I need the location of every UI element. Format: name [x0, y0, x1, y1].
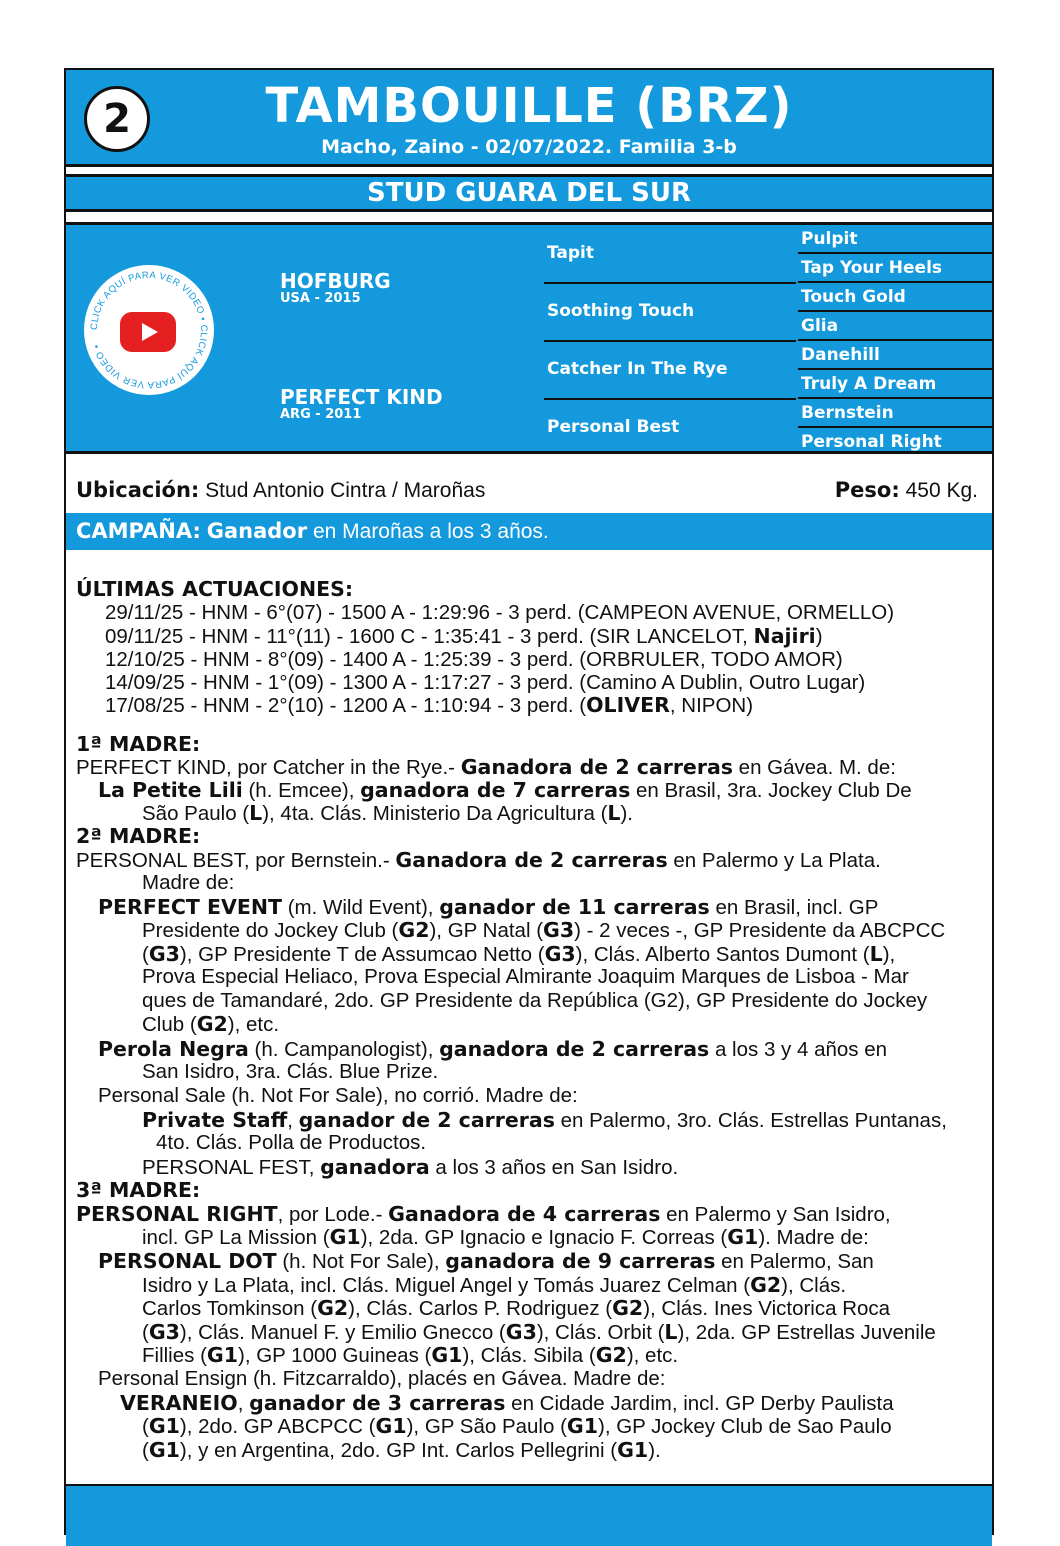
highlight-text: L [869, 942, 883, 966]
family-line [98, 1037, 887, 1062]
great-grandparent-3: Touch Gold [801, 287, 906, 307]
family-line [142, 1438, 661, 1463]
family-line [142, 1225, 869, 1250]
race-row [76, 648, 988, 671]
video-link-button[interactable] [84, 265, 214, 395]
body-text: en Palermo, 3ro. Clás. Estrellas Puntanas, [554, 1109, 947, 1132]
horse-card [64, 68, 994, 1535]
body-text: PERSONAL FEST, [142, 1156, 321, 1179]
body-text: en Gávea. M. de: [732, 756, 896, 779]
highlight-text: G3 [148, 1320, 180, 1344]
race-list [76, 601, 988, 717]
body-text: Prova Especial Heliaco, Prova Especial Almirante Joaquim Marques de Lisboa - Mar [142, 965, 909, 988]
body-text: ), GP Jockey Club de Sao Paulo [598, 1415, 892, 1438]
body-text: , [287, 1109, 299, 1132]
highlight-text: G2 [595, 1343, 627, 1367]
family-line [76, 848, 881, 873]
highlight-text: 2ª MADRE: [76, 824, 201, 848]
body-text: ), Clás. Alberto Santos Dumont ( [575, 943, 870, 966]
pedigree-panel [66, 222, 992, 454]
divider [798, 368, 992, 370]
highlight-text: G2 [750, 1273, 782, 1297]
family-line [142, 1414, 892, 1439]
divider [798, 426, 992, 428]
performance-section [76, 578, 988, 718]
body-text: ), GP Natal ( [429, 919, 544, 942]
body-text: en Cidade Jardim, incl. GP Derby Paulista [505, 1392, 894, 1415]
body-text: San Isidro, 3ra. Clás. Blue Prize. [142, 1060, 439, 1083]
race-row [76, 601, 988, 624]
highlight-text: Ganadora de 4 carreras [388, 1202, 661, 1226]
race-text: 09/11/25 - HNM - 11°(11) - 1600 C - 1:35:41 - 3 perd. (SIR LANCELOT, [105, 624, 754, 648]
race-text: 17/08/25 - HNM - 2°(10) - 1200 A - 1:10:94 - 3 perd. ( [105, 694, 587, 718]
play-video-icon[interactable] [120, 312, 176, 352]
body-text: ), Clás. Ines Victorica Roca [643, 1297, 891, 1320]
family-line [142, 1320, 936, 1345]
grandparent-2: Soothing Touch [547, 301, 695, 321]
family-line [76, 1202, 891, 1227]
grandparent-3: Catcher In The Rye [547, 359, 728, 379]
body-text: ), 2da. GP Ignacio e Ignacio F. Correas ( [360, 1226, 728, 1249]
body-text: ), GP Presidente T de Assumcao Netto ( [179, 943, 545, 966]
location-label: Ubicación: [76, 478, 200, 502]
campaign-detail: en Maroñas a los 3 años. [312, 520, 549, 543]
highlight-text: ganador de 3 carreras [249, 1391, 506, 1415]
highlight-text: PERSONAL RIGHT [76, 1202, 278, 1226]
family-line [142, 1155, 678, 1180]
grandparent-4: Personal Best [547, 417, 680, 437]
race-text: ) [815, 624, 823, 648]
highlight-text: G1 [329, 1225, 361, 1249]
body-text: ), etc. [626, 1344, 679, 1367]
body-text: ( [142, 1321, 149, 1344]
highlight-text: PERFECT EVENT [98, 895, 282, 919]
body-text: ( [142, 1415, 149, 1438]
campaign-bar [66, 513, 992, 550]
campaign-label: CAMPAÑA: [76, 519, 201, 543]
body-text: incl. GP La Mission ( [142, 1226, 330, 1249]
body-text: ( [142, 1439, 149, 1462]
body-text: Presidente do Jockey Club ( [142, 919, 399, 942]
highlight-text: L [607, 801, 621, 825]
highlight-text: ganadora de 7 carreras [360, 778, 631, 802]
highlight-text: G3 [544, 942, 576, 966]
highlight-text: ganador de 2 carreras [298, 1108, 555, 1132]
body-text: ), etc. [227, 1013, 280, 1036]
divider [798, 281, 992, 283]
section-title: ÚLTIMAS ACTUACIONES: [76, 577, 354, 601]
stud-name: STUD GUARA DEL SUR [66, 174, 992, 212]
body-text: (m. Wild Event), [282, 896, 440, 919]
body-text: (h. Emcee), [242, 779, 361, 802]
highlight-text: G2 [317, 1296, 349, 1320]
highlight-text: 1ª MADRE: [76, 732, 201, 756]
highlight-text: G1 [148, 1414, 180, 1438]
highlight-text: G1 [431, 1343, 463, 1367]
body-text: Madre de: [142, 871, 235, 894]
divider [544, 398, 796, 400]
highlight-text: L [664, 1320, 678, 1344]
highlight-text: La Petite Lili [98, 778, 243, 802]
family-line [142, 1060, 438, 1084]
body-text: en Palermo y La Plata. [667, 849, 881, 872]
body-text: , por Lode.- [277, 1203, 389, 1226]
race-text: 14/09/25 - HNM - 1°(09) - 1300 A - 1:17:27 - 3 perd. (Camino A Dublin, Outro Lugar) [105, 671, 866, 695]
divider [798, 339, 992, 341]
body-text: ), Clás. [781, 1274, 847, 1297]
sire-name: HOFBURG [280, 269, 391, 293]
family-line [120, 1391, 894, 1416]
great-grandparent-1: Pulpit [801, 229, 858, 249]
body-text: ), 4ta. Clás. Ministerio Da Agricultura ( [262, 802, 608, 825]
body-text: en Palermo, San [715, 1250, 874, 1273]
body-text: Carlos Tomkinson ( [142, 1297, 318, 1320]
highlight-text: ganadora de 9 carreras [445, 1249, 716, 1273]
family-line [76, 824, 200, 849]
highlight-text: G1 [206, 1343, 239, 1367]
race-row [76, 694, 988, 717]
body-text: PERSONAL BEST, por Bernstein.- [76, 849, 396, 872]
great-grandparent-7: Bernstein [801, 403, 894, 423]
body-text: ). Madre de: [758, 1226, 869, 1249]
body-text: Personal Sale (h. Not For Sale), no corrió. Madre de: [98, 1084, 578, 1107]
body-text: ). [620, 802, 634, 825]
campaign-result: Ganador [206, 519, 308, 543]
highlight-text: VERANEIO [120, 1391, 238, 1415]
divider [798, 310, 992, 312]
family-line [98, 1084, 578, 1108]
body-text: ). [648, 1439, 661, 1462]
body-text: Fillies ( [142, 1344, 207, 1367]
divider [798, 397, 992, 399]
highlight-text: G2 [196, 1012, 228, 1036]
family-line [142, 1343, 678, 1368]
highlight-text: G1 [375, 1414, 407, 1438]
body-text: ), y en Argentina, 2do. GP Int. Carlos Pellegrini ( [179, 1439, 618, 1462]
divider [544, 340, 796, 342]
body-text: ) - 2 veces -, GP Presidente da ABCPCC [574, 919, 946, 942]
horse-details: Macho, Zaino - 02/07/2022. Familia 3-b [321, 136, 737, 158]
body-text: Isidro y La Plata, incl. Clás. Miguel Angel y Tomás Juarez Celman ( [142, 1274, 751, 1297]
weight-value: 450 Kg. [905, 479, 978, 502]
great-grandparent-2: Tap Your Heels [801, 258, 943, 278]
family-line [76, 732, 200, 757]
race-text: , NIPON) [669, 694, 754, 718]
highlight-text: PERSONAL DOT [98, 1249, 277, 1273]
body-text: ), Clás. Carlos P. Rodriguez ( [348, 1297, 613, 1320]
body-text: ), GP São Paulo ( [406, 1415, 567, 1438]
great-grandparent-4: Glia [801, 316, 839, 336]
family-line [98, 1249, 874, 1274]
body-text: a los 3 años en San Isidro. [429, 1156, 679, 1179]
family-line [76, 1178, 200, 1203]
body-text: , [237, 1392, 250, 1415]
body-text: ), Clás. Orbit ( [536, 1321, 665, 1344]
horse-name: TAMBOUILLE (BRZ) [265, 78, 793, 134]
great-grandparent-6: Truly A Dream [801, 374, 937, 394]
body-text: a los 3 y 4 años en [709, 1038, 888, 1061]
body-text: Personal Ensign (h. Fitzcarraldo), placés en Gávea. Madre de: [98, 1367, 666, 1390]
family-line [142, 918, 945, 943]
family-line [142, 1012, 279, 1037]
highlight-text: G2 [398, 918, 430, 942]
highlight-text: L [249, 801, 263, 825]
great-grandparent-8: Personal Right [801, 432, 942, 452]
dam-origin: ARG - 2011 [280, 407, 362, 422]
body-text: en Brasil, 3ra. Jockey Club De [630, 779, 912, 802]
highlight-text: ganadora de 2 carreras [439, 1037, 710, 1061]
family-line [142, 942, 895, 967]
grandparent-1: Tapit [547, 243, 594, 263]
family-line [142, 1296, 890, 1321]
highlight-text: G1 [727, 1225, 759, 1249]
family-line [142, 989, 927, 1013]
race-row [76, 671, 988, 694]
weight-label: Peso: [834, 478, 900, 502]
header [66, 70, 992, 167]
family-line [98, 1367, 665, 1391]
highlight-text: 3ª MADRE: [76, 1178, 201, 1202]
family-line [98, 778, 912, 803]
body-text: ( [142, 943, 149, 966]
highlight-text: G1 [148, 1438, 180, 1462]
highlight-text: G1 [566, 1414, 598, 1438]
race-horse-highlight: OLIVER [586, 693, 670, 718]
race-text: 12/10/25 - HNM - 8°(09) - 1400 A - 1:25:39 - 3 perd. (ORBRULER, TODO AMOR) [105, 647, 843, 671]
family-line [142, 1108, 947, 1133]
highlight-text: G3 [148, 942, 180, 966]
highlight-text: G2 [612, 1296, 644, 1320]
highlight-text: G3 [505, 1320, 537, 1344]
great-grandparent-5: Danehill [801, 345, 880, 365]
dam-name: PERFECT KIND [280, 385, 443, 409]
body-text: ), 2da. GP Estrellas Juvenile [677, 1321, 936, 1344]
family-line [142, 965, 909, 989]
body-text: ques de Tamandaré, 2do. GP Presidente da República (G2), GP Presidente do Jockey [142, 989, 928, 1012]
body-text: en Brasil, incl. GP [709, 896, 879, 919]
highlight-text: G3 [543, 918, 575, 942]
sire-origin: USA - 2015 [280, 291, 361, 306]
highlight-text: Private Staff [142, 1108, 288, 1132]
family-line [156, 1131, 426, 1155]
body-text: ), Clás. Sibila ( [462, 1344, 596, 1367]
body-text: en Palermo y San Isidro, [660, 1203, 891, 1226]
family-line [142, 801, 633, 826]
body-text: (h. Not For Sale), [276, 1250, 446, 1273]
weight-row [835, 478, 978, 503]
body-text: PERFECT KIND, por Catcher in the Rye.- [76, 756, 461, 779]
family-line [142, 871, 234, 895]
family-line [76, 755, 896, 780]
location-row [76, 478, 485, 503]
body-text: 4to. Clás. Polla de Productos. [156, 1131, 427, 1154]
highlight-text: ganadora [320, 1155, 430, 1179]
svg-text:CLICK AQUÍ PARA VER VIDEO • CL: CLICK AQUÍ PARA VER VIDEO • CLICK AQUÍ PARA VER VIDEO • [88, 269, 210, 391]
race-number-badge: 2 [84, 86, 150, 152]
body-text: ), GP 1000 Guineas ( [238, 1344, 432, 1367]
highlight-text: Ganadora de 2 carreras [460, 755, 733, 779]
race-row [76, 625, 988, 648]
footer-bar [66, 1484, 992, 1546]
body-text: São Paulo ( [142, 802, 250, 825]
divider [544, 282, 796, 284]
location-value: Stud Antonio Cintra / Maroñas [205, 479, 486, 502]
race-text: 29/11/25 - HNM - 6°(07) - 1500 A - 1:29:96 - 3 perd. (CAMPEON AVENUE, ORMELLO) [105, 601, 895, 625]
body-text: Club ( [142, 1013, 197, 1036]
highlight-text: ganador de 11 carreras [439, 895, 710, 919]
highlight-text: G1 [617, 1438, 649, 1462]
family-line [98, 895, 878, 920]
divider [798, 252, 992, 254]
body-text: (h. Campanologist), [248, 1038, 440, 1061]
highlight-text: Ganadora de 2 carreras [395, 848, 668, 872]
family-line [142, 1273, 846, 1298]
body-text: ), [882, 943, 896, 966]
race-horse-highlight: Najiri [753, 623, 816, 648]
highlight-text: Perola Negra [98, 1037, 249, 1061]
body-text: ), 2do. GP ABCPCC ( [179, 1415, 376, 1438]
body-text: ), Clás. Manuel F. y Emilio Gnecco ( [179, 1321, 506, 1344]
